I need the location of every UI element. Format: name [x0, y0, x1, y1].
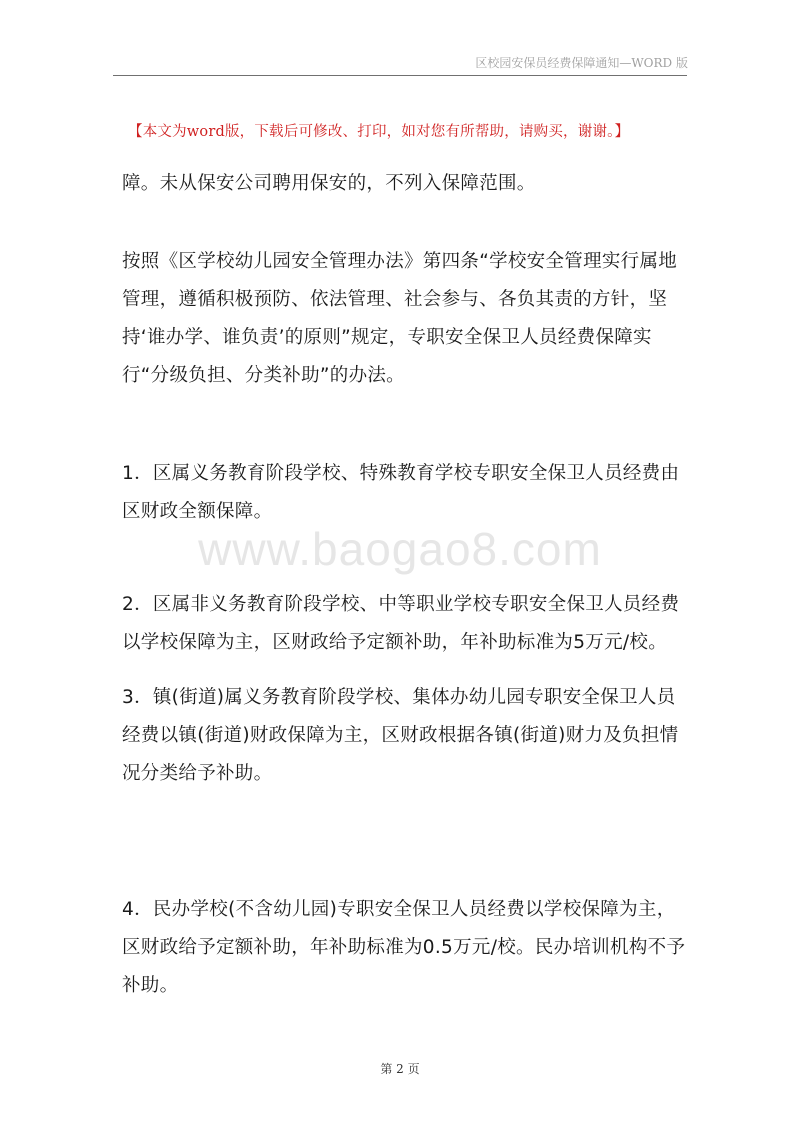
- paragraph: 障。未从保安公司聘用保安的，不列入保障范围。: [122, 173, 536, 194]
- page-number: 第 2 页: [380, 1062, 420, 1076]
- paragraph: 按照《区学校幼儿园安全管理办法》第四条“学校安全管理实行属地管理，遵循积极预防、依法管理、社会参与、各负其责的方针，坚持‘谁办学、谁负责’的原则”规定，专职安全保卫人员经费保障实行“分级负担、分类补助”的办法。: [122, 251, 678, 386]
- download-notice: 【本文为word版，下载后可修改、打印，如对您有所帮助，请购买，谢谢。】: [128, 124, 630, 140]
- paragraph: 3．镇(街道)属义务教育阶段学校、集体办幼儿园专职安全保卫人员经费以镇(街道)财政保障为主，区财政根据各镇(街道)财力及负担情况分类给予补助。: [122, 687, 679, 784]
- paragraph: 2．区属非义务教育阶段学校、中等职业学校专职安全保卫人员经费以学校保障为主，区财政给予定额补助，年补助标准为5万元/校。: [122, 594, 680, 653]
- watermark: www.baogao8.com: [198, 523, 602, 575]
- header-divider: [113, 75, 687, 76]
- paragraph: 1．区属义务教育阶段学校、特殊教育学校专职安全保卫人员经费由区财政全额保障。: [122, 463, 680, 522]
- paragraph: 4．民办学校(不含幼儿园)专职安全保卫人员经费以学校保障为主，区财政给予定额补助，年补助标准为0.5万元/校。民办培训机构不予补助。: [122, 899, 686, 996]
- header-title: 区校园安保员经费保障通知—WORD 版: [475, 56, 688, 70]
